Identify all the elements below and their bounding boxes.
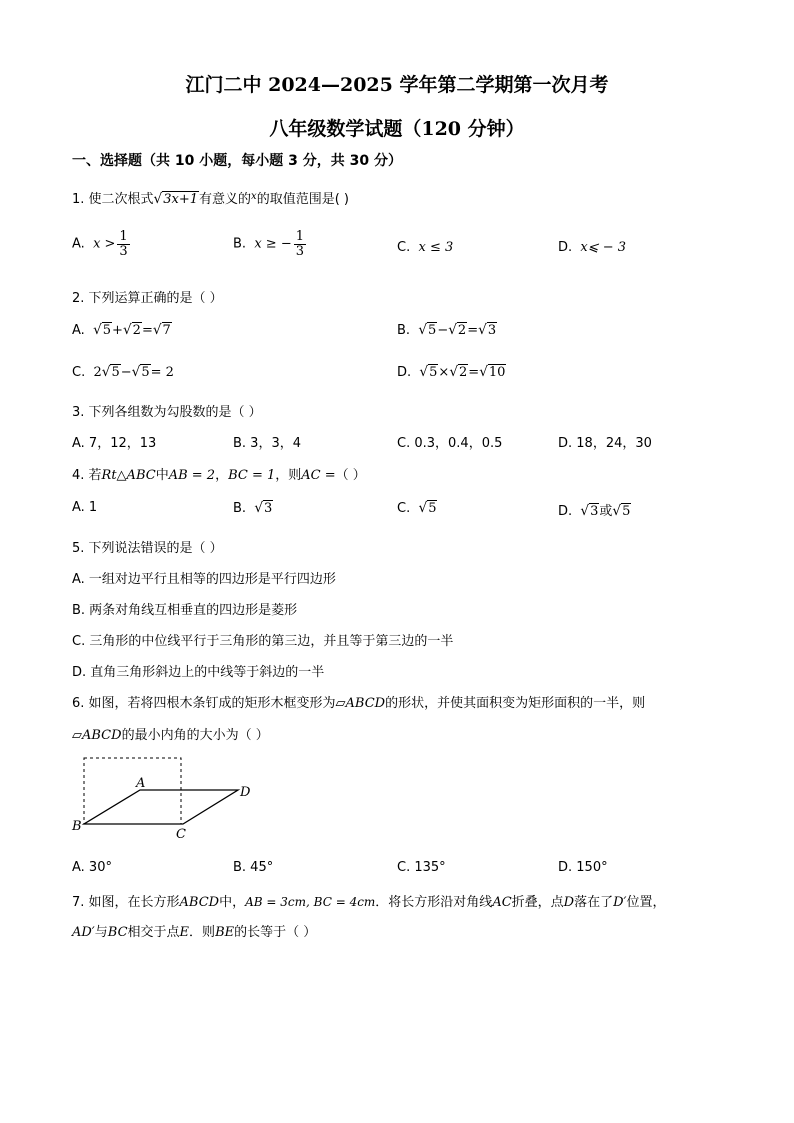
radicand: 5 [428,323,437,338]
q5-option-d[interactable]: D. 直角三角形斜边上的中线等于斜边的一半 [72,665,325,680]
label-d: D [240,785,251,800]
sqrt-symbol: √ 5 [612,503,631,519]
sqrt-symbol: √ 7 [152,322,171,338]
question-7-line2 [72,921,316,940]
sqrt-symbol: √ 5 [419,364,438,380]
q4-option-d[interactable] [558,500,631,520]
fraction-den: 3 [295,243,304,259]
sqrt-symbol: √ 3x+1 [153,191,199,207]
q1-radicand: 3x+1 [163,192,199,207]
q7-mid2: ．将长方形沿对角线 [375,895,493,910]
q7-mid4: 落在了 [574,895,614,910]
fraction-num: 1 [119,229,128,244]
option-label: A. [72,323,85,338]
question-2-stem: 2. 下列运算正确的是（ ） [72,291,223,306]
q1-d-expr: x⩽ − 3 [580,240,627,255]
q6-option-d[interactable]: D. 150° [558,860,608,875]
q6-line1-pre: 6. 如图，若将四根木条钉成的矩形木框变形为 [72,696,336,711]
parallelogram-abcd [84,790,238,824]
q7-d: D [563,895,575,910]
sqrt-symbol: √ 3 [478,322,497,338]
sqrt-symbol: √ 3 [254,500,273,516]
radicand: 5 [428,501,437,516]
question-1-stem [72,188,349,208]
equals: = [468,365,480,380]
q7-be: BE [215,925,235,940]
question-3-stem: 3. 下列各组数为勾股数的是（ ） [72,405,262,420]
q4-pre: 4. 若 [72,468,102,483]
sqrt-symbol: √ 5 [93,322,112,338]
q4-ab: AB = 2 [168,468,216,483]
q7-adprime: AD′ [72,925,95,940]
q6-figure [66,752,266,842]
sqrt-symbol: √ 5 [131,364,150,380]
q7-dprime: D′ [613,895,627,910]
q6-option-c[interactable]: C. 135° [397,860,446,875]
sqrt-symbol: √ 5 [418,500,437,516]
option-label: D. [397,365,412,380]
radicand: 3 [590,504,599,519]
question-4-stem [72,464,366,483]
label-b: B [72,819,82,834]
q7-line2-post: 的长等于（ ） [234,925,317,940]
exam-title: 江门二中 2024—2025 学年第二学期第一次月考 [185,74,609,96]
q7-line2-mid: 相交于点 [127,925,180,940]
sqrt-symbol: √ 3 [580,503,599,519]
option-label: B. [397,323,411,338]
q7-pre: 7. 如图，在长方形 [72,895,180,910]
equals: = 2 [150,365,174,380]
q2-option-b[interactable] [397,322,497,339]
q4-option-b[interactable] [233,500,273,517]
option-label: D. [558,240,573,255]
q1-var: x [251,191,257,202]
q7-line2-mid2: ．则 [189,925,216,940]
q3-option-d[interactable]: D. 18，24，30 [558,436,652,451]
q1-c-expr: x ≤ 3 [418,240,454,255]
q7-dims: AB = 3cm, BC = 4cm [245,895,376,909]
radicand: 3 [487,323,497,338]
q4-option-c[interactable] [397,500,437,517]
fraction-num: 1 [295,229,304,244]
or-word: 或 [599,504,613,519]
q4-ac: AC = [301,468,336,483]
operator: + [112,323,123,338]
operator: − [120,365,132,380]
dashed-rectangle [84,758,181,824]
sqrt-symbol: √ 10 [479,364,506,380]
radicand: 5 [102,323,112,338]
operator: × [438,365,450,380]
q4-triangle: Rt△ABC [101,468,156,483]
fraction [117,230,129,258]
sqrt-symbol: √ 2 [449,364,468,380]
q1-option-a[interactable] [72,230,132,258]
q3-option-a[interactable]: A. 7，12，13 [72,436,157,451]
q1-option-b[interactable] [233,230,308,258]
q4-suffix: （ ） [335,468,366,483]
q7-ac: AC [492,895,512,910]
fraction-den: 3 [119,243,128,259]
q1-prefix: 1. 使二次根式 [72,192,154,207]
sqrt-symbol: √ 2 [448,322,467,338]
q2-option-a[interactable] [72,322,172,339]
q2-option-d[interactable] [397,364,506,381]
q1-option-c[interactable] [397,240,453,255]
radicand: 2 [132,323,141,338]
q4-comma: ， [215,468,229,483]
option-label: C. [397,240,411,255]
q6-line2-post: 的最小内角的大小为（ ） [121,728,269,743]
radicand: 5 [622,504,631,519]
option-label: A. [72,236,85,252]
q5-option-b[interactable]: B. 两条对角线互相垂直的四边形是菱形 [72,603,298,618]
radicand: 5 [141,365,150,380]
q2-option-c[interactable] [72,364,174,381]
parallelogram-symbol: ▱ABCD [72,728,122,743]
q7-mid3: 折叠，点 [511,895,564,910]
q1-mid: 有意义的 [199,192,252,207]
q7-abcd: ABCD [179,895,220,910]
q7-mid5: 位置， [626,895,666,910]
radicand: 2 [459,365,468,380]
radicand: 10 [488,365,506,380]
q4-mid1: 中 [155,468,169,483]
q1-option-d[interactable] [558,240,626,255]
q4-option-a[interactable]: A. 1 [72,500,98,515]
equals: = [467,323,479,338]
q3-option-b[interactable]: B. 3，3，4 [233,436,301,451]
question-6-line2 [72,724,269,743]
fraction [294,230,306,258]
q6-option-a[interactable]: A. 30° [72,860,112,875]
q7-e: E [179,925,190,940]
operator: − [437,323,449,338]
radicand: 2 [457,323,467,338]
exam-subtitle: 八年级数学试题（120 分钟） [269,118,525,140]
q4-bc: BC = 1 [228,468,276,483]
q3-option-c[interactable]: C. 0.3，0.4，0.5 [397,436,503,451]
radicand: 5 [111,365,120,380]
radicand: 3 [264,501,273,516]
q7-bc: BC [107,925,128,940]
q7-mid1: 中， [219,895,246,910]
option-label: C. [72,365,86,380]
section-heading: 一、选择题（共 10 小题，每小题 3 分，共 30 分） [72,153,402,169]
q7-and: 与 [94,925,108,940]
q1-suffix: 的取值范围是( ) [256,192,349,207]
sqrt-symbol: √ 5 [101,364,120,380]
question-7-line1 [72,891,666,910]
q6-line1-post: 的形状，并使其面积变为矩形面积的一半，则 [385,696,646,711]
q5-option-a[interactable]: A. 一组对边平行且相等的四边形是平行四边形 [72,572,336,587]
option-label: B. [233,236,247,252]
radicand: 5 [429,365,438,380]
q5-option-c[interactable]: C. 三角形的中位线平行于三角形的第三边，并且等于第三边的一半 [72,634,454,649]
label-c: C [176,827,186,842]
option-label: C. [397,501,411,516]
option-label: B. [233,501,247,516]
radicand: 7 [162,323,171,338]
q6-option-b[interactable]: B. 45° [233,860,274,875]
option-label: D. [558,504,573,519]
question-6-line1 [72,692,645,711]
sqrt-symbol: √ 2 [122,322,141,338]
question-5-stem: 5. 下列说法错误的是（ ） [72,541,223,556]
q4-mid2: ，则 [275,468,302,483]
coefficient: 2 [93,365,102,380]
equals: = [141,323,153,338]
q1-a-expr: x > [93,236,116,252]
label-a: A [136,776,146,791]
sqrt-symbol: √ 5 [418,322,437,338]
parallelogram-symbol: ▱ABCD [335,696,386,711]
q1-b-expr: x ≥ − [254,236,292,252]
